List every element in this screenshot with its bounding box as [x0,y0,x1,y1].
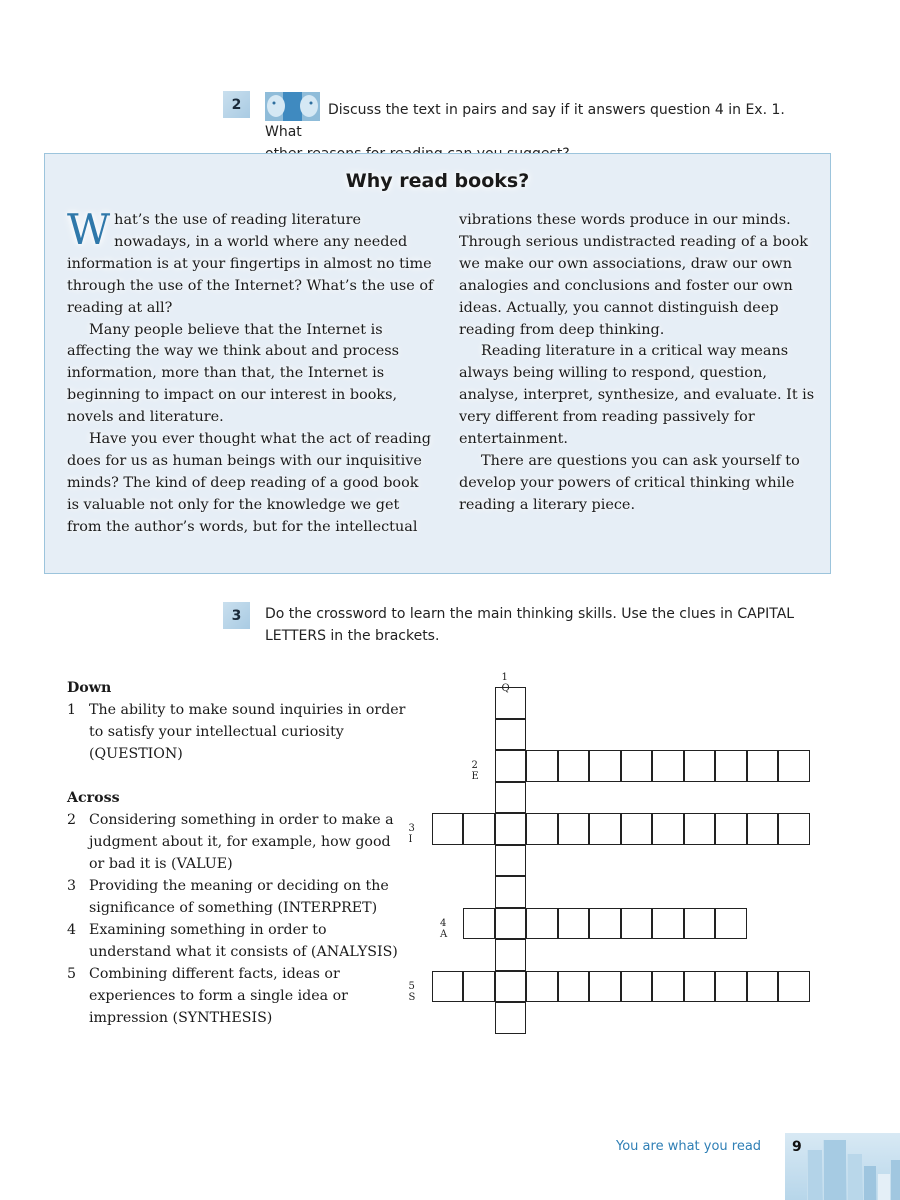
crossword-cell[interactable] [589,971,621,1003]
crossword-cell[interactable] [495,750,527,782]
instruction-text-line2: LETTERS in the brackets. [265,628,440,644]
crossword-clue-label: 1 Q [501,672,510,694]
crossword-cell[interactable] [589,813,621,845]
crossword-clue-label: 2 E [471,760,479,782]
crossword-cell[interactable] [463,908,495,940]
crossword-cell[interactable] [684,750,716,782]
crossword-cell[interactable] [495,908,527,940]
exercise-3-instruction [265,603,825,647]
crossword-cell[interactable] [558,908,590,940]
crossword-cell[interactable] [495,939,527,971]
crossword-cell[interactable] [747,750,779,782]
crossword-clue-label: 4 A [440,917,448,940]
crossword-cell[interactable] [495,719,527,751]
crossword-cell[interactable] [715,813,747,845]
clue-item: 3 Providing the meaning or deciding on the significance of something (INTERPRET) [67,878,389,916]
article-paragraph: vibrations these words produce in our minds. Through serious undistracted reading of a book we make our own associations, draw our own analogies and conclusions and foster our own ideas. Actually, you cannot distinguish deep reading from deep thinking. [459,212,808,338]
crossword-cell[interactable] [495,687,527,719]
article-title: Why read books? [345,170,530,192]
crossword-cell[interactable] [778,750,810,782]
crossword-cell[interactable] [463,971,495,1003]
clue-item: 2 Considering something in order to make a judgment about it, for example, how good or bad it is (VALUE) [67,812,394,872]
unit-title: You are what you read [616,1139,762,1154]
article-paragraph: Reading literature in a critical way means always being willing to respond, question, analyse, interpret, synthesize, and evaluate. It is very different from reading passively for entertainment. [459,343,815,448]
clue-item: 5 Combining different facts, ideas or experiences to form a single idea or impression (SYNTHESIS) [67,966,348,1026]
crossword-cell[interactable] [621,750,653,782]
exercise-number-badge: 3 [223,602,250,629]
article-box [44,153,831,574]
crossword-cell[interactable] [589,750,621,782]
crossword-cell[interactable] [652,750,684,782]
article-column-left [67,205,435,539]
bookshelf-illustration [785,1133,900,1200]
exercise-number-badge: 2 [223,91,250,118]
crossword-cell[interactable] [684,908,716,940]
crossword-cell[interactable] [558,813,590,845]
drop-cap: W [67,205,111,254]
crossword-cell[interactable] [558,750,590,782]
crossword-cell[interactable] [652,908,684,940]
crossword-cell[interactable] [652,813,684,845]
clue-item: 1 The ability to make sound inquiries in order to satisfy your intellectual curiosity (QUESTION) [67,702,406,762]
crossword-cell[interactable] [432,813,464,845]
crossword-cell[interactable] [715,971,747,1003]
crossword-cell[interactable] [621,971,653,1003]
crossword-cell[interactable] [558,971,590,1003]
crossword-cell[interactable] [778,813,810,845]
crossword-cell[interactable] [652,971,684,1003]
instruction-text-line1: Discuss the text in pairs and say if it answers question 4 in Ex. 1. What [265,102,785,140]
pair-discussion-icon [265,92,320,121]
crossword-cell[interactable] [526,813,558,845]
crossword-cell[interactable] [715,750,747,782]
crossword-cell[interactable] [526,750,558,782]
article-paragraph: What’s the use of reading literature nowadays, in a world where any needed information is at your fingertips in almost no time through the use of the Internet? What’s the use of reading at all? [67,205,434,316]
crossword-cell[interactable] [589,908,621,940]
crossword-cell[interactable] [621,813,653,845]
crossword-cell[interactable] [526,908,558,940]
crossword-cell[interactable] [621,908,653,940]
crossword-cell[interactable] [715,908,747,940]
crossword-cell[interactable] [684,813,716,845]
crossword-cell[interactable] [495,876,527,908]
crossword-cell[interactable] [778,971,810,1003]
crossword-cell[interactable] [747,971,779,1003]
crossword-cell[interactable] [747,813,779,845]
instruction-text-line1: Do the crossword to learn the main thinking skills. Use the clues in CAPITAL [265,606,795,622]
down-heading: Down [67,680,112,696]
article-column-right [459,210,819,517]
crossword-cell[interactable] [684,971,716,1003]
crossword-cell[interactable] [495,971,527,1003]
crossword-clues [67,677,407,1029]
crossword-cell[interactable] [526,971,558,1003]
crossword-clue-label: 5 S [408,980,416,1003]
crossword-cell[interactable] [495,845,527,877]
across-heading: Across [67,790,120,806]
crossword-cell[interactable] [495,1002,527,1034]
crossword-cell[interactable] [495,782,527,814]
article-paragraph: There are questions you can ask yourself to develop your powers of critical thinking while reading a literary piece. [459,452,800,513]
page-number: 9 [792,1139,802,1155]
crossword-cell[interactable] [432,971,464,1003]
article-paragraph: Have you ever thought what the act of reading does for us as human beings with our inquisitive minds? The kind of deep reading of a good book is valuable not only for the knowledge we get from the author’s words, but for the intellectual [67,431,431,535]
crossword-cell[interactable] [495,813,527,845]
crossword-clue-label: 3 I [408,823,415,845]
crossword-cell[interactable] [463,813,495,845]
clue-item: 4 Examining something in order to understand what it consists of (ANALYSIS) [67,922,398,960]
article-paragraph: Many people believe that the Internet is affecting the way we think about and process information, more than that, the Internet is beginning to impact on our interest in books, novels and literature. [67,321,400,426]
